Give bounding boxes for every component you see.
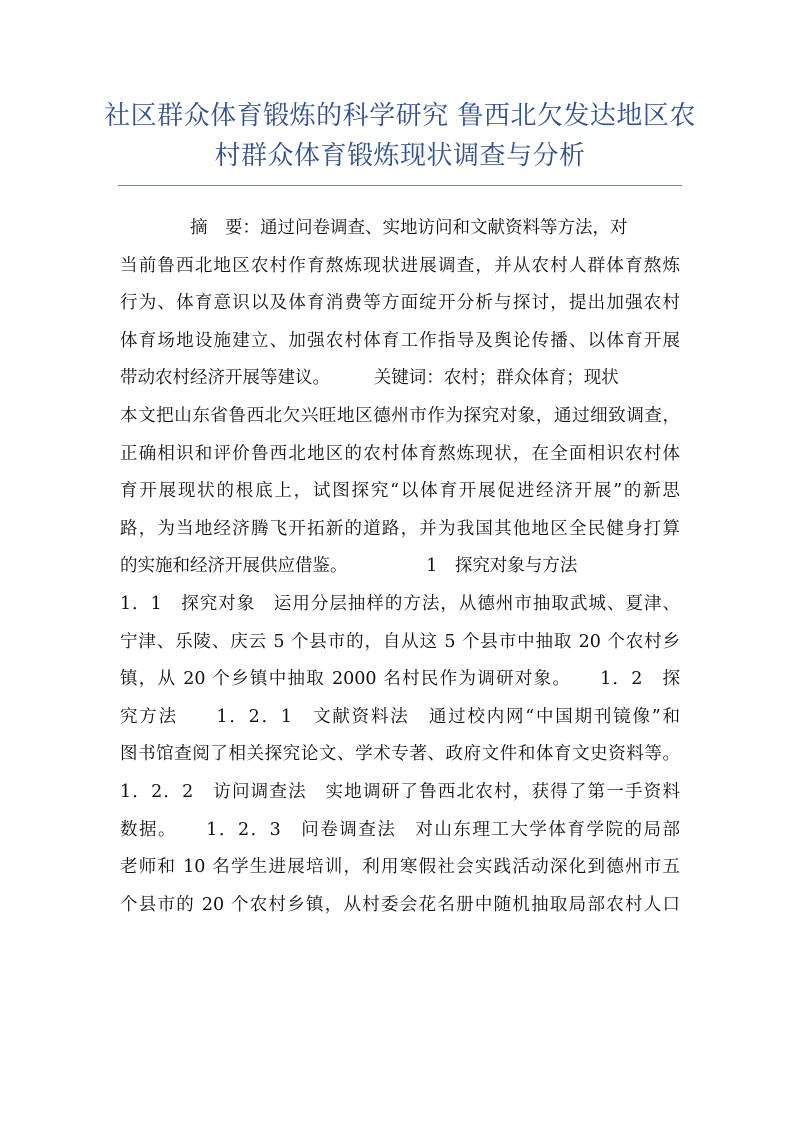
body-line: 的实施和经济开展供应借鉴。 1 探究对象与方法 xyxy=(120,556,578,577)
document-body xyxy=(120,210,680,924)
body-line: 摘 要：通过问卷调查、实地访问和文献资料等方法，对 xyxy=(120,218,628,238)
body-line: 数据。 1．2．3 问卷调查法 对山东理工大学体育学院的局部 xyxy=(120,819,680,840)
body-line: 本文把山东省鲁西北欠兴旺地区德州市作为探究对象，通过细致调查， xyxy=(120,405,680,426)
body-line: 个县市的 20 个农村乡镇，从村委会花名册中随机抽取局部农村人口 xyxy=(120,894,680,915)
body-line: 体育场地设施建立、加强农村体育工作指导及舆论传播、以体育开展 xyxy=(120,330,680,351)
body-line: 1．1 探究对象 运用分层抽样的方法，从德州市抽取武城、夏津、 xyxy=(120,593,680,614)
body-line: 路，为当地经济腾飞开拓新的道路，并为我国其他地区全民健身打算 xyxy=(120,518,680,539)
title-divider xyxy=(118,185,682,186)
body-line: 宁津、乐陵、庆云 5 个县市的，自从这 5 个县市中抽取 20 个农村乡 xyxy=(120,631,680,652)
body-line: 1．2．2 访问调查法 实地调研了鲁西北农村，获得了第一手资料 xyxy=(120,781,680,802)
body-line: 带动农村经济开展等建议。 关键词：农村；群众体育；现状 xyxy=(120,368,619,389)
title-line-2: 村群众体育锻炼现状调查与分析 xyxy=(214,141,586,171)
body-line: 究方法 1．2．1 文献资料法 通过校内网“中国期刊镜像”和 xyxy=(120,706,680,727)
body-line: 行为、体育意识以及体育消费等方面绽开分析与探讨，提出加强农村 xyxy=(120,293,680,314)
body-line: 正确相识和评价鲁西北地区的农村体育熬炼现状，在全面相识农村体 xyxy=(120,443,680,464)
title-line-1: 社区群众体育锻炼的科学研究 鲁西北欠发达地区农 xyxy=(104,101,696,131)
body-line: 当前鲁西北地区农村作育熬炼现状进展调查，并从农村人群体育熬炼 xyxy=(120,255,680,276)
body-line: 育开展现状的根底上，试图探究“以体育开展促进经济开展”的新思 xyxy=(120,481,680,502)
body-line: 图书馆查阅了相关探究论文、学术专著、政府文件和体育文史资料等。 xyxy=(120,744,680,765)
document-title xyxy=(100,96,700,176)
body-line: 镇，从 20 个乡镇中抽取 2000 名村民作为调研对象。 1．2 探 xyxy=(120,669,680,690)
body-line: 老师和 10 名学生进展培训，利用寒假社会实践活动深化到德州市五 xyxy=(120,857,680,878)
